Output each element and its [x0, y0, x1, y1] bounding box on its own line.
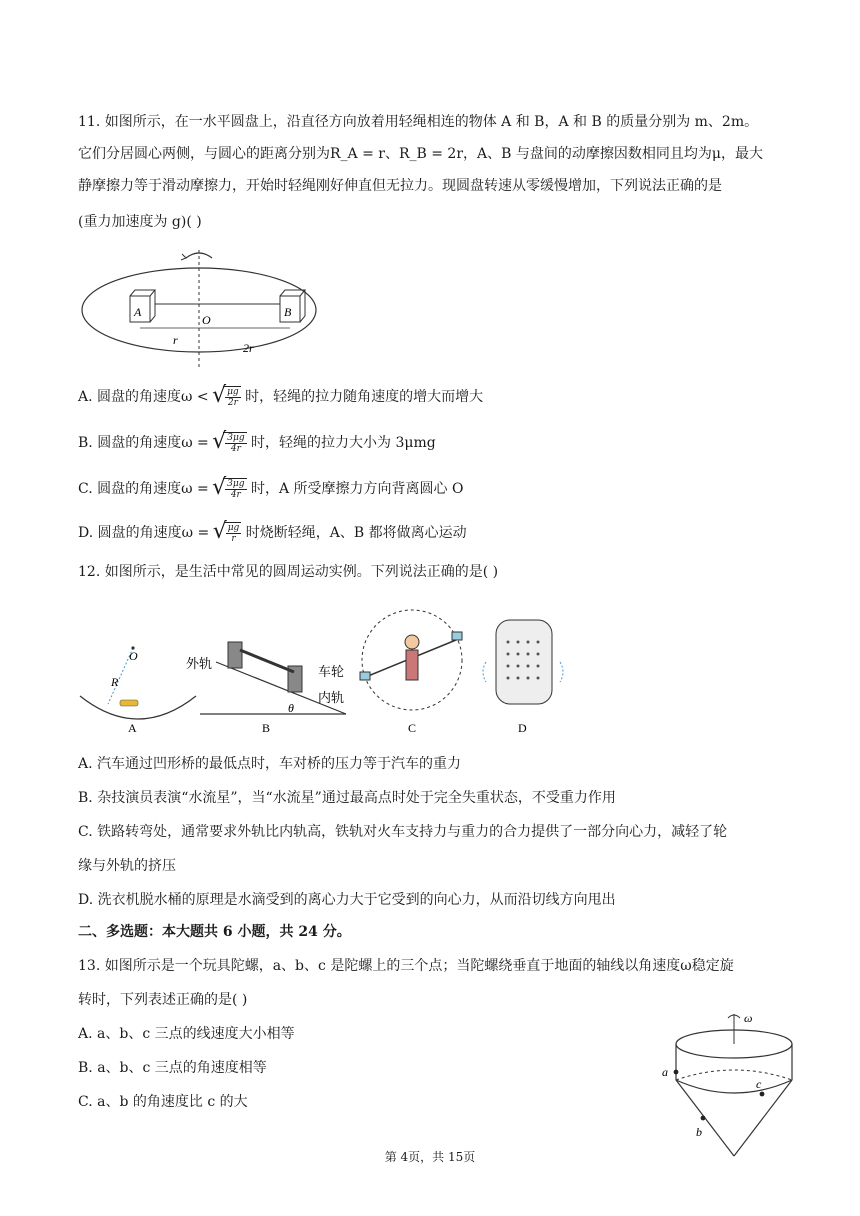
sqrt-symbol — [224, 522, 242, 544]
q11-stem-line3: 静摩擦力等于滑动摩擦力，开始时轻绳刚好伸直但无拉力。现圆盘转速从零缓慢增加，下列说法正确的是 — [78, 178, 722, 194]
q11-label-r: r — [173, 333, 178, 347]
fraction-numerator: √ 3μg — [227, 433, 245, 443]
q11-label-a: A — [134, 305, 142, 319]
q12-option-d[interactable]: D. 洗衣机脱水桶的原理是水滴受到的离心力大于它受到的向心力，从而沿切线方向甩出 — [78, 892, 616, 908]
q12-option-c-line2: 缘与外轨的挤压 — [78, 858, 176, 874]
q12-label-theta: θ — [288, 701, 294, 715]
q13-figure-top — [658, 1010, 808, 1160]
q12-label-outer: 外轨 — [186, 656, 213, 671]
q12-caption-a: A — [128, 721, 137, 735]
q12-stem: 12. 如图所示，是生活中常见的圆周运动实例。下列说法正确的是( ) — [78, 564, 499, 580]
fraction-denominator: r — [231, 534, 236, 544]
q11-label-2r: 2r — [243, 341, 254, 355]
fraction-denominator: 4r — [230, 444, 241, 454]
performer-icon — [405, 635, 419, 649]
section-heading-multi-choice: 二、多选题：本大题共 6 小题，共 24 分。 — [78, 924, 351, 940]
q12-option-c-line1[interactable]: C. 铁路转弯处，通常要求外轨比内轨高，铁轨对火车支持力与重力的合力提供了一部分向心力，减轻了轮 — [78, 824, 728, 840]
q12-caption-d: D — [518, 721, 527, 735]
q11-option-a[interactable] — [78, 386, 483, 408]
q11-option-a-pre: A. 圆盘的角速度ω < — [78, 389, 209, 405]
q11-label-b: B — [284, 305, 292, 319]
q13-label-omega: ω — [744, 1011, 753, 1025]
q11-option-d[interactable] — [78, 522, 467, 544]
q12-option-a[interactable]: A. 汽车通过凹形桥的最低点时，车对桥的压力等于汽车的重力 — [78, 756, 462, 772]
q12-label-inner: 内轨 — [318, 690, 345, 705]
fraction-denominator: 4r — [230, 490, 241, 500]
q11-option-b-pre: B. 圆盘的角速度ω = — [78, 435, 209, 451]
outer-rail-icon — [228, 642, 242, 668]
q11-option-c-pre: C. 圆盘的角速度ω = — [78, 481, 209, 497]
q13-label-a: a — [662, 1065, 668, 1079]
q13-option-c[interactable]: C. a、b 的角速度比 c 的大 — [78, 1094, 248, 1110]
sqrt-symbol — [223, 432, 246, 454]
q12-label-wheel: 车轮 — [318, 664, 345, 679]
dryer-drum-icon — [496, 620, 552, 704]
fraction-numerator: √ μg — [227, 523, 240, 533]
fraction-numerator: √ μg — [227, 387, 239, 397]
q11-figure-disc — [78, 240, 320, 370]
q11-stem-line4: (重力加速度为 g)( ) — [78, 214, 202, 230]
car-icon — [120, 700, 138, 706]
q11-option-b-post: 时，轻绳的拉力大小为 3μmg — [251, 435, 436, 451]
q11-option-d-pre: D. 圆盘的角速度ω = — [78, 525, 210, 541]
q11-option-b[interactable] — [78, 432, 436, 454]
q13-label-c: c — [756, 1077, 762, 1091]
cup-icon — [452, 632, 462, 640]
q11-option-c[interactable] — [78, 478, 463, 500]
q11-stem-line2: 它们分居圆心两侧，与圆心的距离分别为R_A = r、R_B = 2r，A、B 与盘间的动摩擦因数相同且均为μ，最大 — [78, 146, 763, 162]
fraction-denominator: 2r — [227, 398, 238, 408]
q12-option-b[interactable]: B. 杂技演员表演“水流星”，当“水流星”通过最高点时处于完全失重状态，不受重力作用 — [78, 790, 616, 806]
q11-option-d-post: 时烧断轻绳，A、B 都将做离心运动 — [245, 525, 467, 541]
q13-option-a[interactable]: A. a、b、c 三点的线速度大小相等 — [78, 1026, 295, 1042]
q13-stem-line1: 13. 如图所示是一个玩具陀螺，a、b、c 是陀螺上的三个点；当陀螺绕垂直于地面的轴线以角速度ω稳定旋 — [78, 958, 734, 974]
q12-figure-examples — [78, 592, 578, 740]
fraction-numerator: √ 3μg — [227, 479, 245, 489]
q11-label-o: O — [202, 313, 211, 327]
sqrt-symbol — [223, 478, 246, 500]
q12-label-o: O — [129, 649, 138, 663]
q13-option-b[interactable]: B. a、b、c 三点的角速度相等 — [78, 1060, 267, 1076]
q11-stem-line1: 11. 如图所示，在一水平圆盘上，沿直径方向放着用轻绳相连的物体 A 和 B，A 和 B 的质量分别为 m、2m。 — [78, 114, 759, 130]
q12-caption-c: C — [408, 721, 417, 735]
q13-label-b: b — [696, 1125, 702, 1139]
q13-stem-line2: 转时，下列表述正确的是( ) — [78, 992, 248, 1008]
q12-label-r: R — [111, 675, 119, 689]
page-footer: 第 4页，共 15页 — [384, 1150, 476, 1164]
sqrt-symbol — [223, 386, 241, 408]
q11-option-c-post: 时，A 所受摩擦力方向背离圆心 O — [250, 481, 464, 497]
q11-option-a-post: 时，轻绳的拉力随角速度的增大而增大 — [245, 389, 484, 405]
cup-icon — [360, 672, 370, 680]
q12-caption-b: B — [262, 721, 271, 735]
